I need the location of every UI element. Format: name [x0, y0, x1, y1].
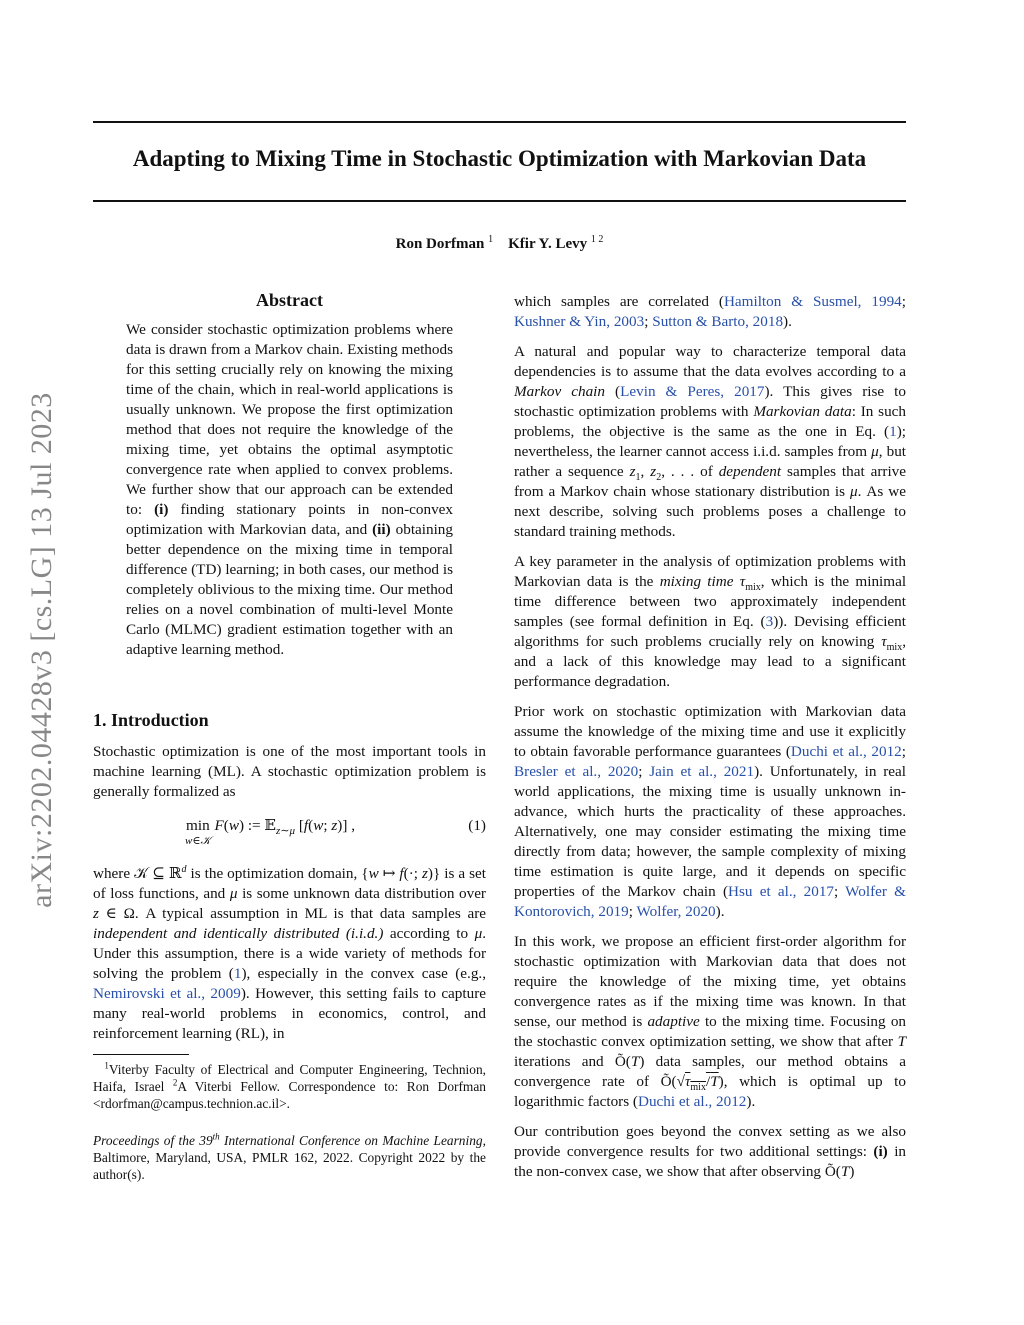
title-bottom-rule: [93, 200, 906, 202]
author-affiliation: 1 2: [590, 234, 604, 245]
citation-link[interactable]: Kushner & Yin, 2003: [514, 313, 645, 330]
abstract-text: We consider stochastic optimization problems where data is drawn from a Markov chain. Existing methods for this setting crucially rely on knowing the mixing time of the chain, which in real-world applications is usually unknown. We propose the first optimization method that does not require the knowledge of the mixing time, yet obtains the optimal asymptotic convergence rate when applied to convex problems. We further show that our approach can be extended to:: [126, 321, 453, 518]
paragraph: where 𝒦 ⊆ ℝ$^d$ is the optimization domain, {w ↦ f(·; z)} is a set of loss functions, and μ is some unknown data distribution over z ∈ Ω. A typical assumption in ML is that data samples are independent and identically distributed (i.i.d.) according to μ. Under this assumption, there is a wide variety of methods for solving the problem (1), especially in the convex case (e.g., Nemirovski et al., 2009). However, this setting fails to capture many real-world problems in economics, control, and reinforcement learning (RL), in: [93, 863, 487, 1042]
footnote: $^1$Viterby Faculty of Electrical and Computer Engineering, Technion, Haifa, Israel $^2$A Viterbi Fellow. Correspondence to: Ron Dorfman <rdorfman@campus.technion.ac.il>.: [93, 1060, 486, 1111]
citation-link[interactable]: Wolfer & Kontorovich, 2019: [514, 883, 906, 920]
paragraph: Stochastic optimization is one of the most important tools in machine learning (ML). A stochastic optimization problem is generally formalized as: [93, 743, 486, 800]
equation-ref[interactable]: 1: [889, 423, 897, 440]
citation-link[interactable]: Sutton & Barto, 2018: [652, 313, 784, 330]
paragraph: A natural and popular way to characterize temporal data dependencies is to assume that the data evolves according to a Markov chain (Levin & Peres, 2017). This gives rise to stochastic optimization problems with Markovian data: In such problems, the objective is the same as the one in Eq. (1); nevertheless, the learner cannot access i.i.d. samples from μ, but rather a sequence $z_1$, $z_2$, . . . of dependent samples that arrive from a Markov chain whose stationary distribution is μ. As we next describe, solving such problems poses a challenge to standard training methods.: [514, 343, 907, 540]
author-affiliation: 1: [488, 234, 494, 245]
author-name: Kfir Y. Levy: [508, 236, 588, 252]
abstract-text: finding stationary points in non-convex optimization with Markovian data, and: [126, 501, 454, 538]
paragraph: Prior work on stochastic optimization with Markovian data assume the knowledge of the mixing time and use it explicitly to obtain favorable performance guarantees (Duchi et al., 2012; Bresler et al., 2020; Jain et al., 2021). Unfortunately, in real world applications, the mixing time is usually unknown in-advance, which hurts the practicality of these approaches. Alternatively, one may consider estimating the mixing time directly from data; however, the sample complexity of mixing time estimation is quite large, and it depends on specific properties of the Markov chain (Hsu et al., 2017; Wolfer & Kontorovich, 2019; Wolfer, 2020).: [514, 703, 906, 920]
equation-math: min w∈𝒦 F(w) := 𝔼$_{z\sim\mu}$ [f(w; z)] ,: [185, 817, 355, 847]
paper-title: Adapting to Mixing Time in Stochastic Optimization with Markovian Data: [132, 146, 867, 171]
equation-ref[interactable]: 1: [233, 965, 242, 982]
footnote-rule: [93, 1054, 189, 1055]
citation-link[interactable]: Duchi et al., 2012: [637, 1093, 747, 1110]
equation-1: [93, 812, 486, 856]
equation-number: (1): [468, 817, 486, 834]
abstract-heading: Abstract: [256, 290, 323, 310]
left-column: [93, 290, 486, 1183]
citation-link[interactable]: Duchi et al., 2012: [790, 743, 902, 760]
citation-link[interactable]: Bresler et al., 2020: [514, 763, 639, 780]
section-heading: 1. Introduction: [93, 710, 209, 730]
author-list: [93, 236, 906, 253]
top-rule: [93, 121, 906, 123]
citation-link[interactable]: Levin & Peres, 2017: [620, 383, 765, 400]
paragraph: Our contribution goes beyond the convex setting as we also provide convergence results for two additional settings: (i) in the non-convex case, we show that after observing Õ(T): [514, 1123, 907, 1180]
abstract-marker: (i): [154, 501, 169, 518]
arxiv-stamp: arXiv:2202.04428v3 [cs.LG] 13 Jul 2023: [25, 392, 58, 908]
paragraph: which samples are correlated (Hamilton & Susmel, 1994; Kushner & Yin, 2003; Sutton & Barto, 2018).: [514, 293, 906, 330]
citation-link[interactable]: Wolfer, 2020: [636, 903, 716, 920]
equation-ref[interactable]: 3: [765, 613, 774, 630]
citation-link[interactable]: Jain et al., 2021: [649, 763, 755, 780]
abstract-marker: (ii): [372, 521, 391, 538]
paragraph: A key parameter in the analysis of optimization problems with Markovian data is the mixing time $\tau_{mix}$, which is the minimal time difference between two approximately independent samples (see formal definition in Eq. (3)). Devising efficient algorithms for such problems crucially rely on knowing $\tau_{mix}$, and a lack of this knowledge may lead to a significant performance degradation.: [514, 553, 907, 690]
citation-link[interactable]: Nemirovski et al., 2009: [93, 985, 241, 1002]
paragraph: In this work, we propose an efficient first-order algorithm for stochastic optimization with Markovian data that does not require the knowledge of the mixing time, yet obtains convergence rates as if the mixing time was known. In that sense, our method is adaptive to the mixing time. Focusing on the stochastic convex optimization setting, we show that after T iterations and Õ(T) data samples, our method obtains a convergence rate of $Õ(√\tau_{mix}/T)$, which is optimal up to logarithmic factors (Duchi et al., 2012).: [514, 933, 907, 1110]
citation-link[interactable]: Hsu et al., 2017: [728, 883, 835, 900]
proceedings-note: Proceedings of the 39th International Conference on Machine Learning, Baltimore, Maryland, USA, PMLR 162, 2022. Copyright 2022 by the author(s).: [93, 1131, 486, 1182]
citation-link[interactable]: Hamilton & Susmel, 1994: [723, 293, 902, 310]
author-name: Ron Dorfman: [395, 236, 485, 252]
abstract-body: [126, 320, 453, 660]
abstract-text: obtaining better dependence on the mixing time in temporal difference (TD) learning; in both cases, our method is completely oblivious to the mixing time. Our method relies on a novel combination of multi-level Monte Carlo (MLMC) gradient estimation together with an adaptive learning method.: [126, 521, 453, 658]
right-column: [514, 292, 906, 1192]
